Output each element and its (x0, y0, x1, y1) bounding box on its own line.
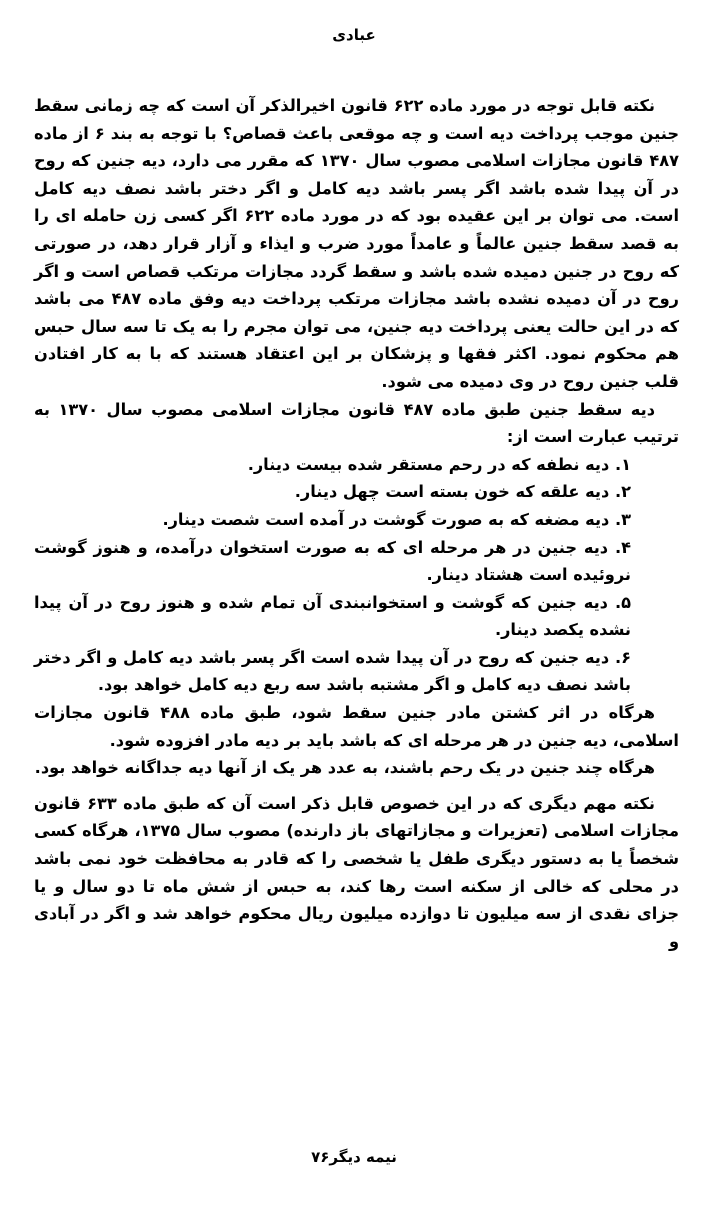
body-text (34, 92, 679, 955)
paragraph-article-633: نکته مهم دیگری که در این خصوص قابل ذکر است آن که طبق ماده ۶۳۳ قانون مجازات اسلامی (تعزیرات و مجازاتهای باز دارنده) مصوب سال ۱۳۷۵، هرگاه کسی شخصاً یا به دستور دیگری طفل یا شخصی را که قادر به محافظت خود نمی باشد در محلی که خالی از سکنه است رها کند، به حبس از شش ماه تا دو سال و یا جزای نقدی از سه میلیون تا دوازده میلیون ریال محکوم خواهد شد و اگر در آبادی و (34, 793, 679, 951)
list-item: ۴. دیه جنین در هر مرحله ای که به صورت استخوان درآمده، و هنوز گوشت نروئیده است هشتاد دینار. (34, 537, 631, 585)
diyeh-list (34, 451, 679, 699)
list-item: ۱. دیه نطفه که در رحم مستقر شده بیست دینار. (247, 454, 631, 474)
running-footer: نیمه دیگر۷۶ (311, 1148, 397, 1166)
paragraph-mother-killing: هرگاه در اثر کشتن مادر جنین سقط شود، طبق ماده ۴۸۸ قانون مجازات اسلامی، دیه جنین در هر مرحله ای که باشد باید بر دیه مادر افزوده شود. (34, 703, 679, 750)
paragraph-diyeh-intro: دیه سقط جنین طبق ماده ۴۸۷ قانون مجازات اسلامی مصوب سال ۱۳۷۰ به ترتیب عبارت است از: (34, 399, 679, 447)
list-item: ۳. دیه مضغه که به صورت گوشت در آمده است شصت دینار. (162, 509, 631, 529)
list-item: ۶. دیه جنین که روح در آن پیدا شده است اگر پسر باشد دیه کامل و اگر دختر باشد نصف دیه کامل و اگر مشتبه باشد سه ربع دیه کامل خواهد بود. (34, 647, 631, 695)
paragraph-multiple-fetuses: هرگاه چند جنین در یک رحم باشند، به عدد هر یک از آنها دیه جداگانه خواهد بود. (34, 758, 655, 778)
paragraph-fetus-abortion-note: نکته قابل توجه در مورد ماده ۶۲۲ قانون اخیرالذکر آن است که چه زمانی سقط جنین موجب پرداخت دیه است و چه موقعی باعث قصاص؟ با توجه به بند ۶ از ماده ۴۸۷ قانون مجازات اسلامی مصوب سال ۱۳۷۰ که مقرر می دارد، دیه جنین که روح در آن پیدا شده باشد اگر پسر باشد دیه کامل و اگر دختر باشد نصف دیه کامل است. می توان بر این عقیده بود که در مورد ماده ۶۲۲ اگر کسی زن حامله ای را به قصد سقط جنین عالماً و عامداً مورد ضرب و ایذاء و آزار قرار دهد، در صورتی که روح در جنین دمیده شده باشد و سقط گردد مجازات مرتکب قصاص است و اگر روح در آن دمیده نشده باشد مجازات مرتکب پرداخت دیه وفق ماده ۴۸۷ می باشد که در این حالت یعنی پرداخت دیه جنین، می توان مجرم را به یک تا سه سال حبس هم محکوم نمود. اکثر فقها و پزشکان بر این اعتقاد هستند که با به کار افتادن قلب جنین روح در وی دمیده می شود. (34, 96, 680, 391)
list-item: ۵. دیه جنین که گوشت و استخوانبندی آن تمام شده و هنوز روح در آن پیدا نشده یکصد دینار. (34, 592, 631, 640)
list-item: ۲. دیه علقه که خون بسته است چهل دینار. (294, 482, 631, 502)
running-header: عبادی (332, 26, 376, 44)
